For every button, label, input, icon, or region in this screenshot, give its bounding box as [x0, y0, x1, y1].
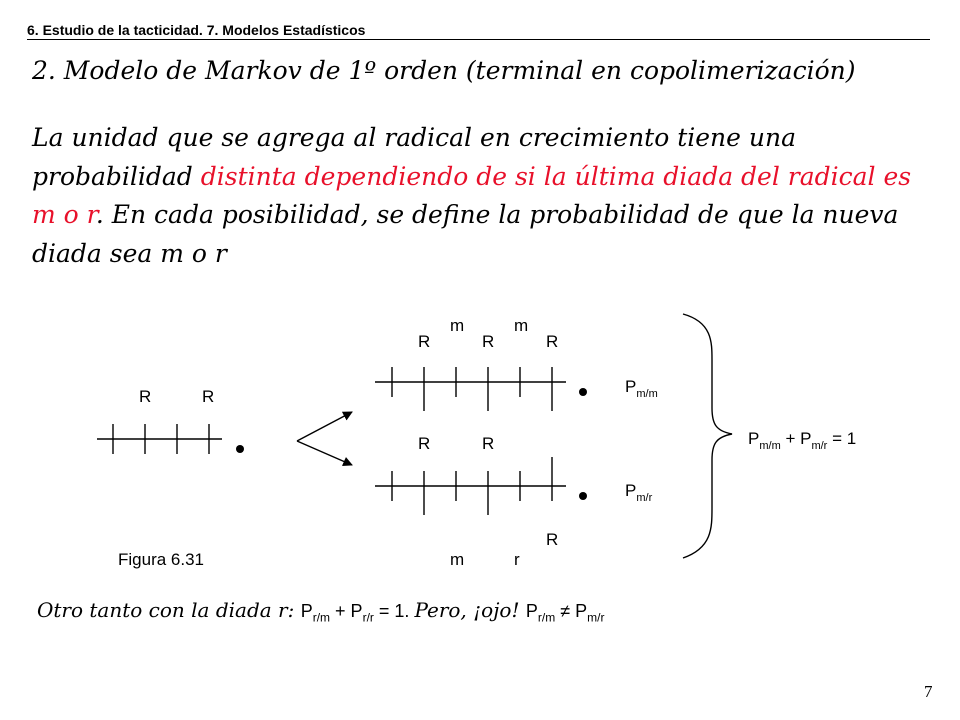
bottom-radical-dot: [579, 492, 587, 500]
figure-caption: Figura 6.31: [118, 550, 204, 569]
sum-equation: $P_{m/m} + P_{m/r} = 1$: [748, 429, 857, 452]
mid-label-r2: R: [482, 434, 495, 453]
slide-header: 6. Estudio de la tacticidad. 7. Modelos Estadísticos: [27, 22, 930, 40]
top-radical-dot: [579, 388, 587, 396]
top-label-r1: R: [418, 332, 431, 351]
top-chain: [375, 367, 566, 411]
bottom-eq-2: $P_{r/m} \ne P_{m/r}$: [525, 601, 605, 625]
bottom-text-2: Pero, ¡ojo!: [414, 598, 526, 622]
paragraph-text-1: La unidad que se agrega al radical en crecimiento tiene una probabilidad: [32, 123, 797, 191]
top-label-m1: m: [450, 316, 465, 335]
p-mm-label: $P_{m/m}$: [625, 377, 658, 400]
left-label-r1: R: [139, 387, 152, 406]
curly-brace: [683, 314, 732, 558]
left-radical-dot: [236, 445, 244, 453]
bottom-eq-1: $P_{r/m} + P_{r/r} = 1$.: [300, 601, 415, 625]
paragraph-text-highlight: distinta dependiendo de si la última diada del radical es m o r: [32, 161, 912, 229]
bottom-label-rr: r: [514, 550, 520, 569]
branch-arrows: [297, 412, 352, 465]
bottom-label-m: m: [450, 550, 465, 569]
page-number: 7: [924, 682, 933, 701]
left-label-r2: R: [202, 387, 215, 406]
bottom-label-r: R: [546, 530, 559, 549]
left-chain: [97, 424, 222, 454]
bottom-text-1: Otro tanto con la diada r:: [37, 598, 301, 622]
top-label-r3: R: [546, 332, 559, 351]
slide-title: 2. Modelo de Markov de 1º orden (terminal en copolimerización): [32, 56, 856, 85]
top-label-r2: R: [482, 332, 495, 351]
p-mr-label: $P_{m/r}$: [625, 481, 653, 504]
mid-label-r1: R: [418, 434, 431, 453]
paragraph-text-3: . En cada posibilidad, se define la probabilidad de que la nueva diada sea m o r: [32, 200, 899, 268]
top-label-m2: m: [514, 316, 529, 335]
bottom-statement: [37, 598, 604, 625]
bottom-chain: [375, 457, 566, 515]
